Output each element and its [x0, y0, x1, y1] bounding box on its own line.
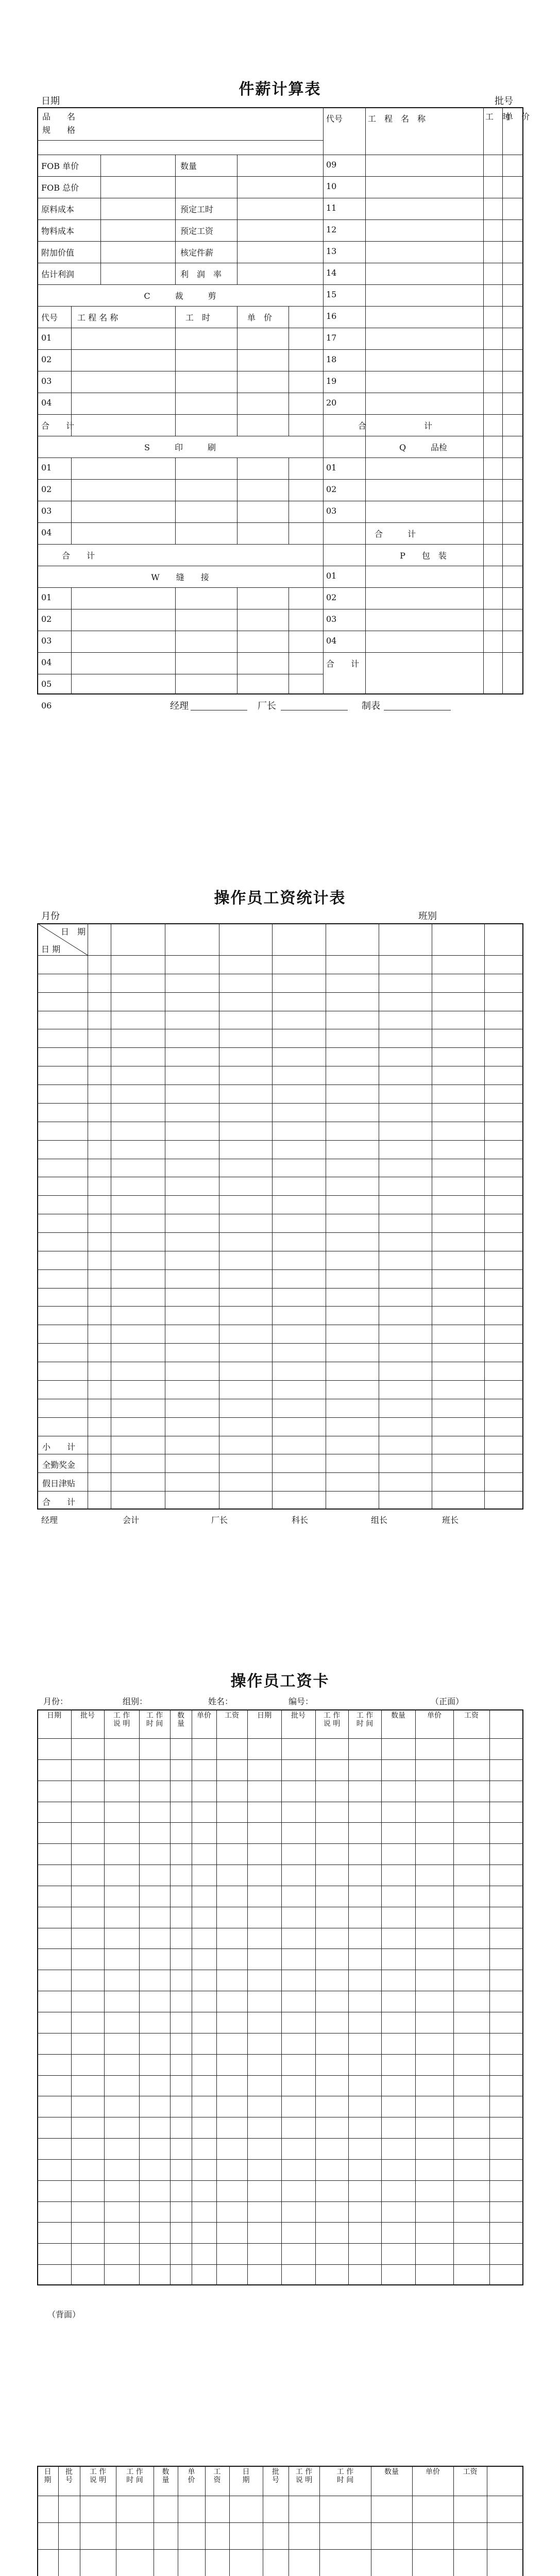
s2-group-label: 班别 — [418, 911, 437, 922]
right-code: 19 — [326, 376, 337, 386]
c-total: 合 计 — [41, 421, 75, 431]
w-code: 05 — [41, 679, 52, 689]
grid-col — [170, 1709, 171, 2285]
row-line — [37, 2054, 523, 2055]
right-code: 16 — [326, 311, 337, 321]
q-code: 03 — [326, 506, 337, 516]
row-line — [37, 1269, 523, 1270]
col-header: 工资 — [225, 1711, 239, 1720]
info-label: 数量 — [180, 161, 197, 171]
grid-col — [348, 1709, 349, 2285]
s3-back-label: （背面） — [47, 2310, 81, 2319]
right-code-divider — [365, 107, 366, 694]
row-line — [37, 2264, 523, 2265]
grid-col — [453, 2466, 454, 2576]
section-s-title: S 印 刷 — [144, 443, 216, 452]
w-code: 03 — [41, 636, 52, 646]
grid-col — [415, 1709, 416, 2285]
row-line — [37, 1843, 523, 1844]
product-name-label: 品 名 — [42, 112, 76, 122]
right-code: 14 — [326, 268, 337, 278]
s-code: 02 — [41, 484, 52, 494]
right-price-header: 单 价 — [505, 112, 530, 122]
row-line — [37, 2075, 523, 2076]
row-line — [37, 1343, 523, 1344]
row-line — [37, 2222, 523, 2223]
row-line — [37, 1140, 523, 1141]
col-header: 工 作 时 间 — [126, 2468, 143, 2485]
row-line — [37, 2180, 523, 2181]
proc-col — [175, 587, 176, 694]
diag-bottom-label: 日 期 — [41, 944, 61, 954]
s1-batch-label: 批号 — [495, 96, 513, 107]
row-line — [37, 1103, 523, 1104]
c-code: 02 — [41, 354, 52, 364]
row-line — [37, 1195, 523, 1196]
p-total: 合 计 — [326, 659, 360, 669]
info-label: 预定工资 — [180, 226, 214, 236]
grid-col — [315, 1709, 316, 2285]
row-line — [37, 992, 523, 993]
signature-label: 会计 — [123, 1515, 140, 1525]
middle-divider — [323, 107, 324, 694]
row-line — [37, 284, 323, 285]
signature-label: 厂长 — [211, 1515, 228, 1525]
col-header: 单价 — [197, 1711, 211, 1720]
col-header: 日 期 — [242, 2468, 250, 2485]
col-header: 工 资 — [213, 2468, 221, 2485]
signature-label: 组长 — [371, 1515, 388, 1525]
row-line — [37, 2159, 523, 2160]
row-line — [323, 176, 523, 177]
right-price-divider — [502, 520, 503, 694]
col-header: 工 作 时 间 — [356, 1711, 374, 1728]
s1-table — [37, 107, 523, 694]
row-line — [37, 414, 323, 415]
col-header: 批号 — [291, 1711, 306, 1720]
p-code: 03 — [326, 614, 337, 624]
row-line — [37, 306, 323, 307]
p-code: 04 — [326, 636, 337, 646]
s2-table — [37, 923, 523, 1510]
w-code: 06 — [41, 701, 52, 710]
row-line — [37, 1759, 523, 1760]
row-line — [37, 2201, 523, 2202]
col-price: 单 价 — [247, 313, 273, 323]
row-line — [323, 414, 523, 415]
col-code: 代号 — [41, 313, 58, 323]
s2-month-label: 月份 — [41, 911, 60, 922]
code-col — [71, 457, 72, 544]
spec-label: 规 格 — [42, 125, 76, 135]
grid-col — [104, 1709, 105, 2285]
footer-row-label: 小 计 — [42, 1442, 76, 1452]
row-line — [323, 241, 523, 242]
q-code: 01 — [326, 463, 337, 472]
info-label: 核定件薪 — [180, 248, 214, 258]
right-code-header: 代号 — [326, 114, 343, 124]
info-label: FOB 单价 — [41, 161, 79, 171]
col-header: 数量 — [384, 2468, 399, 2476]
row-line — [323, 219, 523, 220]
right-total: 合 计 — [358, 421, 432, 431]
col-header: 数 量 — [177, 1711, 184, 1728]
signature-label: 经理 — [41, 1515, 58, 1525]
row-line — [37, 955, 523, 956]
grid-col — [489, 1709, 490, 2285]
col-header: 工 作 说 明 — [295, 2468, 313, 2485]
row-line — [37, 1084, 523, 1085]
col-header: 日期 — [257, 1711, 271, 1720]
col-header: 日期 — [47, 1711, 61, 1720]
row-line — [37, 1491, 523, 1492]
row-line — [323, 544, 523, 545]
w-code: 02 — [41, 614, 52, 624]
s3-name-label: 姓名： — [208, 1697, 233, 1706]
row-line — [323, 479, 523, 480]
s1-title: 件薪计算表 — [239, 80, 321, 98]
signature-label: 班长 — [442, 1515, 459, 1525]
section-q-title: Q 品检 — [399, 443, 448, 452]
right-code: 20 — [326, 398, 337, 408]
footer-row-label: 全勤奖金 — [42, 1460, 76, 1470]
c-code: 03 — [41, 376, 52, 386]
c-code: 01 — [41, 333, 52, 343]
s-code: 03 — [41, 506, 52, 516]
right-code: 12 — [326, 225, 337, 234]
diag-top-label: 日 期 — [61, 927, 86, 937]
row-line — [323, 306, 523, 307]
right-code: 18 — [326, 354, 337, 364]
footer-row-label: 合 计 — [42, 1497, 76, 1507]
s3-front-label: （正面） — [431, 1697, 464, 1706]
row-line — [37, 1417, 523, 1418]
col-header: 数量 — [391, 1711, 405, 1720]
row-line — [323, 522, 523, 523]
right-hours-divider — [483, 520, 484, 694]
c-code: 04 — [41, 398, 52, 408]
row-line — [37, 1380, 523, 1381]
info-label: 利 润 率 — [180, 269, 222, 279]
row-line — [37, 1047, 523, 1048]
section-p-title: P 包 装 — [400, 551, 447, 561]
grid-col — [281, 1709, 282, 2285]
col-header: 单价 — [427, 1711, 442, 1720]
s3-title: 操作员工资卡 — [230, 1672, 330, 1690]
col-header: 批 号 — [272, 2468, 279, 2485]
row-line — [37, 1306, 523, 1307]
col-header: 工资 — [463, 2468, 478, 2476]
col-header: 单价 — [426, 2468, 440, 2476]
grid-col — [453, 1709, 454, 2285]
row-line — [37, 1738, 523, 1739]
col-header: 批号 — [80, 1711, 95, 1720]
row-line — [37, 176, 323, 177]
row-line — [323, 457, 523, 458]
signature-label: 科长 — [292, 1515, 309, 1525]
right-total-2: 合 计 — [374, 529, 416, 539]
col-header: 单 价 — [188, 2468, 195, 2485]
section-c-title: C 裁 剪 — [144, 291, 216, 301]
s-total: 合 计 — [62, 551, 95, 561]
row-line — [37, 652, 323, 653]
grid-col — [412, 2466, 413, 2576]
s-code: 01 — [41, 463, 52, 472]
right-hours-divider — [483, 107, 484, 520]
right-code: 11 — [326, 203, 337, 213]
row-line — [37, 2138, 523, 2139]
row-line — [37, 1822, 523, 1823]
s1-sig-maker: 制表 — [362, 701, 380, 711]
s-code: 04 — [41, 528, 52, 537]
grid-col — [272, 923, 273, 1510]
s3-group-label: 组别： — [123, 1697, 148, 1706]
row-line — [37, 544, 323, 545]
w-code: 01 — [41, 592, 52, 602]
grid-col — [247, 1709, 248, 2285]
row-line — [37, 1472, 523, 1473]
row-line — [37, 349, 323, 350]
grid-col — [139, 1709, 140, 2285]
col-hours: 工 时 — [185, 313, 211, 323]
s1-date-label: 日期 — [41, 96, 60, 107]
right-code: 10 — [326, 181, 337, 191]
p-code: 02 — [326, 592, 337, 602]
info-label: 预定工时 — [180, 205, 214, 214]
row-line — [323, 587, 523, 588]
row-line — [37, 219, 323, 220]
s3-id-label: 编号： — [289, 1697, 314, 1706]
s1-sig-factory: 厂长 — [258, 701, 276, 711]
col-header: 工 作 说 明 — [323, 1711, 341, 1728]
row-line — [37, 2522, 523, 2523]
code-col — [71, 587, 72, 694]
row-line — [37, 1232, 523, 1233]
s1-sig-manager: 经理 — [170, 701, 189, 711]
grid-col — [216, 1709, 217, 2285]
col-header: 日 期 — [44, 2468, 52, 2485]
right-code: 13 — [326, 246, 337, 256]
row-line — [37, 1948, 523, 1949]
col-header: 工 作 时 间 — [146, 1711, 163, 1728]
col-header: 工 作 说 明 — [113, 1711, 130, 1728]
col-header: 工 作 说 明 — [89, 2468, 107, 2485]
footer-row-label: 假日津贴 — [42, 1479, 76, 1489]
section-w-title: W 缝 接 — [151, 572, 209, 582]
row-line — [37, 241, 323, 242]
col-header: 工 作 时 间 — [336, 2468, 354, 2485]
info-label: 估计利润 — [41, 269, 75, 279]
grid-col — [71, 1709, 72, 2285]
row-line — [323, 284, 523, 285]
info-label: 附加价值 — [41, 248, 75, 258]
col-header: 批 号 — [65, 2468, 73, 2485]
p-code: 01 — [326, 571, 337, 581]
grid-col — [484, 923, 485, 1510]
right-code: 09 — [326, 160, 337, 170]
row-line — [37, 2549, 523, 2550]
right-price-divider — [502, 107, 503, 520]
info-label: FOB 总价 — [41, 183, 79, 193]
row-line — [37, 457, 323, 458]
s2-title: 操作员工资统计表 — [214, 889, 346, 907]
info-label: 物料成本 — [41, 226, 75, 236]
grid-col — [381, 1709, 382, 2285]
info-label: 原料成本 — [41, 205, 75, 214]
col-header: 数 量 — [162, 2468, 169, 2485]
proc-col — [175, 457, 176, 544]
row-line — [323, 652, 523, 653]
row-line — [323, 349, 523, 350]
q-code: 02 — [326, 484, 337, 494]
row-line — [37, 522, 323, 523]
w-code: 04 — [41, 657, 52, 667]
col-header: 工资 — [464, 1711, 479, 1720]
header-divider — [37, 140, 323, 141]
col-proc: 工 程 名 称 — [77, 313, 118, 323]
right-code: 17 — [326, 333, 337, 343]
s3-table — [37, 1709, 523, 2285]
right-code: 15 — [326, 290, 337, 299]
row-line — [37, 1288, 523, 1289]
right-proc-header: 工 程 名 称 — [368, 114, 426, 124]
s3-month-label: 月份： — [43, 1697, 69, 1706]
row-line — [37, 587, 323, 588]
row-line — [37, 2243, 523, 2244]
right-hours-header: 工 时 — [485, 112, 511, 122]
row-line — [37, 479, 323, 480]
